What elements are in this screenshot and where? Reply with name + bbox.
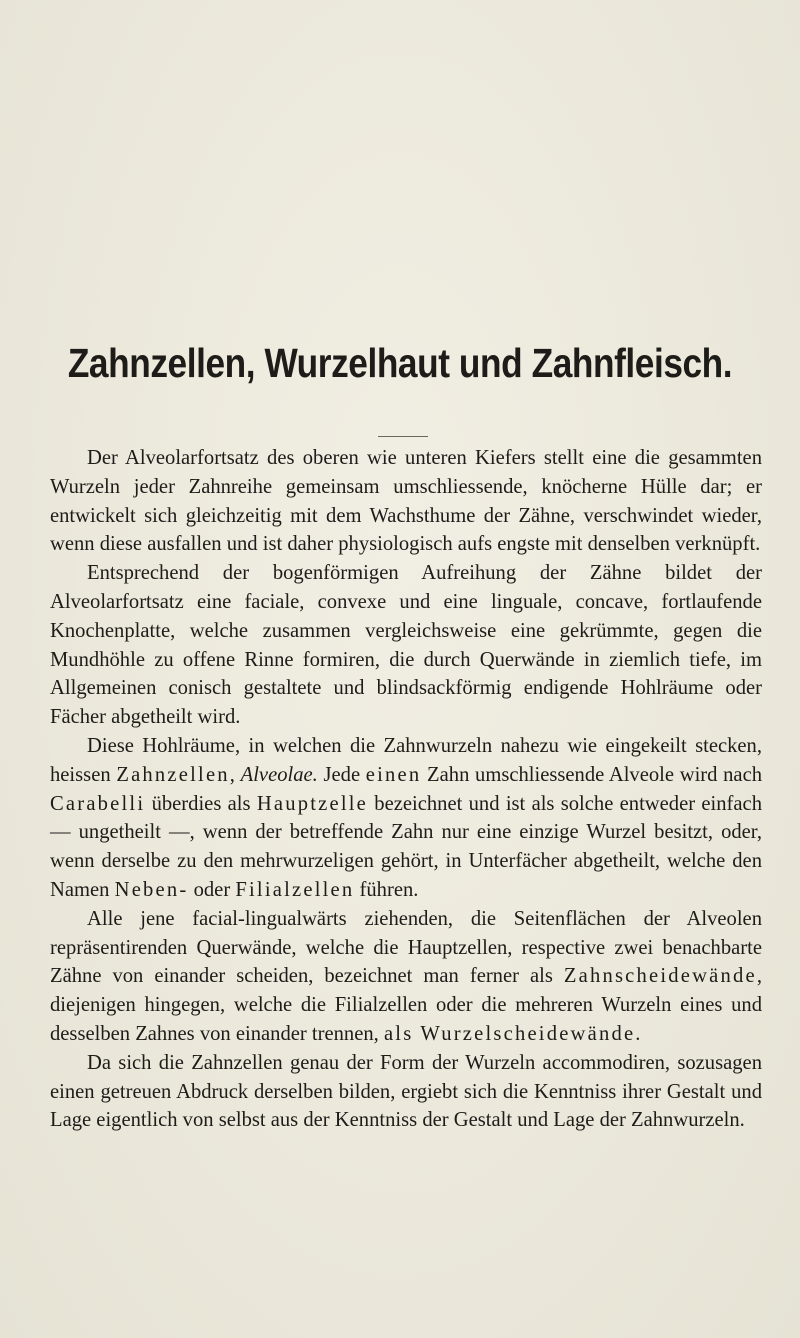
spaced-term: Zahnzellen [116,763,230,786]
text-segment: Alle jene facial-lingualwärts ziehenden, die Seitenflächen der Alveolen repräsentirenden Querwände, welche die Hauptzellen, respective zwei benachbarte Zähne von einander scheiden, bezeichnet man ferner als [50,907,762,988]
paragraph-4 [50,905,762,1049]
text-segment: . [635,1022,641,1045]
text-segment: Zahn umschliessende Alveole wird nach [421,763,763,786]
text-segment: überdies als [145,792,257,815]
text-segment: Diese Hohlräume, in welchen die Zahnwurzeln nahezu wie eingekeilt stecken, heissen [50,734,762,786]
text-segment: oder [188,878,236,901]
spaced-term: Neben- [114,878,189,901]
paragraph-2 [50,559,762,732]
spaced-term: Filialzellen [235,878,355,901]
author-name: Carabelli [50,792,146,815]
spaced-term: Hauptzelle [256,792,369,815]
text-segment: Der Alveolarfortsatz des oberen wie unteren Kiefers stellt eine die gesammten Wurzeln jeder Zahnreihe gemeinsam umschliessende, knöcherne Hülle dar; er entwickelt sich gleichzeitig mit dem Wachsthume der Zähne, verschwindet wieder, wenn diese ausfallen und ist daher physiologisch aufs engste mit denselben verknüpft. [50,447,762,556]
spaced-term: Zahnscheidewände [563,965,757,988]
text-segment: , [229,763,241,786]
body-text [50,444,762,1135]
chapter-title: Zahnzellen, Wurzelhaut und Zahnfleisch. [67,340,733,386]
text-segment: führen. [354,878,419,901]
paragraph-3 [50,732,762,905]
paragraph-1 [50,444,762,559]
spaced-term: einen [365,763,422,786]
text-segment: Da sich die Zahnzellen genau der Form der Wurzeln accommodiren, sozusagen einen getreuen Abdruck derselben bilden, ergiebt sich die Kenntniss ihrer Gestalt und Lage eigentlich von selbst aus der Kenntniss der Gestalt und Lage der Zahnwurzeln. [50,1051,762,1132]
title-divider [378,436,428,437]
text-segment: bezeichnet und ist als solche entweder einfach — ungetheilt —, wenn der betreffende Zahn nur eine einzige Wurzel besitzt, oder, wenn derselbe zu den mehrwurzeligen gehört, in Unterfächer abgetheilt, welche den Namen [50,792,762,901]
text-segment: , diejenigen hingegen, welche die Filialzellen oder die mehreren Wurzeln eines und desselben Zahnes von einander trennen, [50,965,762,1045]
text-segment: Entsprechend der bogenförmigen Aufreihung der Zähne bildet der Alveolarfortsatz eine faciale, convexe und eine linguale, concave, fortlaufende Knochenplatte, welche zusammen vergleichsweise eine gekrümmte, gegen die Mundhöhle zu offene Rinne formiren, die durch Querwände in ziemlich tiefe, im Allgemeinen conisch gestaltete und blindsackförmig endigende Hohlräume oder Fächer abgetheilt wird. [50,562,762,729]
spaced-term: als Wurzelscheidewände [383,1022,636,1045]
paragraph-5 [50,1049,762,1135]
text-segment: Jede [317,763,366,786]
latin-term: Alveolae. [240,763,318,786]
